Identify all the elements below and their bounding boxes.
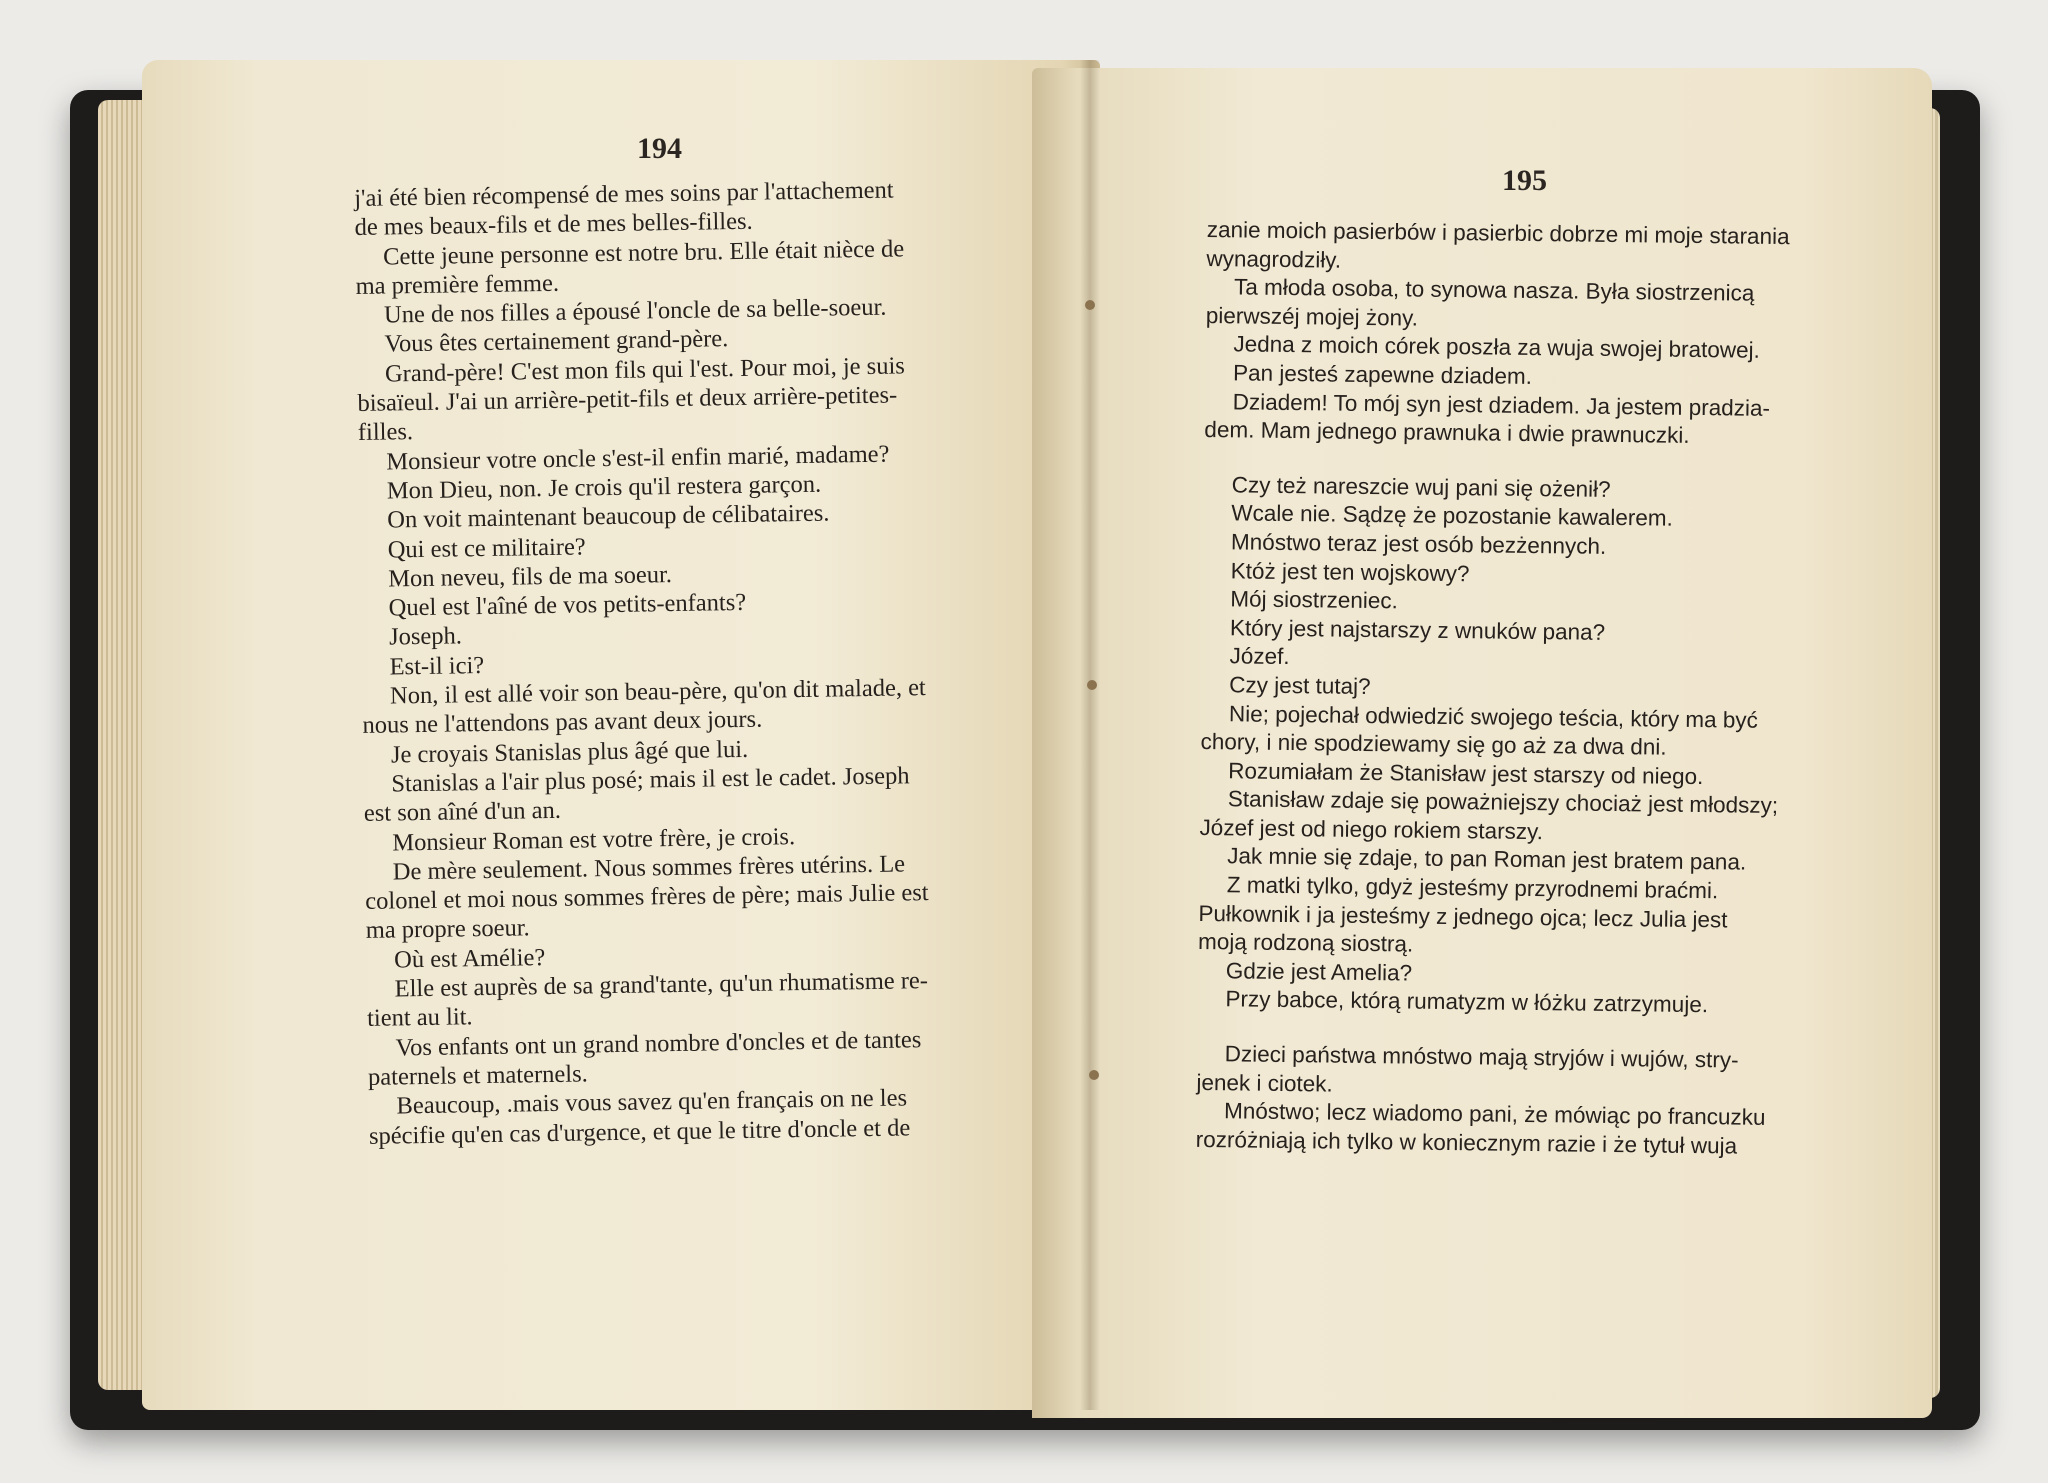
text-line: spécifie qu'en cas d'urgence, et que le titre d'oncle et de bbox=[368, 1113, 911, 1150]
text-line: est son aîné d'un an. bbox=[363, 797, 562, 828]
text-line: Jedna z moich córek poszła za wuja swojej bratowej. bbox=[1233, 331, 1761, 364]
text-line: dem. Mam jednego prawnuka i dwie prawnuczki. bbox=[1204, 417, 1690, 449]
text-line: Monsieur Roman est votre frère, je crois. bbox=[392, 822, 796, 857]
text-line: Est-il ici? bbox=[389, 651, 485, 681]
text-line: Vous êtes certainement grand-père. bbox=[384, 325, 729, 359]
text-line: jenek i ciotek. bbox=[1196, 1069, 1333, 1097]
text-line: Józef. bbox=[1229, 643, 1290, 670]
left-page-text bbox=[354, 173, 1069, 1151]
text-line: Gdzie jest Amelia? bbox=[1225, 958, 1413, 986]
text-line: Grand-père! C'est mon fils qui l'est. Pour moi, je suis bbox=[384, 352, 905, 388]
text-line: Wcale nie. Sądzę że pozostanie kawalerem. bbox=[1231, 500, 1673, 532]
text-line: chory, i nie spodziewamy się go aż za dwa dni. bbox=[1200, 729, 1667, 760]
text-line: Stanislas a l'air plus posé; mais il est le cadet. Joseph bbox=[391, 762, 910, 798]
text-line: Qui est ce militaire? bbox=[387, 532, 586, 564]
text-line: Dziadem! To mój syn jest dziadem. Ja jestem pradzia- bbox=[1232, 388, 1771, 421]
text-line: Który jest najstarszy z wnuków pana? bbox=[1229, 615, 1606, 645]
text-line: Vos enfants ont un grand nombre d'oncles et de tantes bbox=[395, 1025, 922, 1062]
right-page-text bbox=[1196, 216, 1867, 1162]
text-line: Stanisław zdaje się poważniejszy chociaż jest młodszy; bbox=[1227, 786, 1779, 819]
open-book bbox=[70, 60, 1980, 1430]
text-line: Non, il est allé voir son beau-père, qu'on dit malade, et bbox=[389, 674, 926, 710]
text-line: De mère seulement. Nous sommes frères utérins. Le bbox=[392, 850, 906, 886]
binding-stitch bbox=[1085, 300, 1095, 310]
text-line: Mnóstwo teraz jest osób bezżennych. bbox=[1230, 529, 1607, 559]
text-line: Jak mnie się zdaje, to pan Roman jest bratem pana. bbox=[1227, 843, 1747, 876]
text-line: Z matki tylko, gdyż jesteśmy przyrodnemi braćmi. bbox=[1226, 872, 1719, 904]
text-line: Mon Dieu, non. Je crois qu'il restera garçon. bbox=[386, 470, 822, 505]
text-line: Nie; pojechał odwiedzić swojego teścia, który ma być bbox=[1228, 700, 1759, 733]
text-line: bisaïeul. J'ai un arrière-petit-fils et deux arrière-petites- bbox=[357, 381, 898, 418]
left-page bbox=[142, 60, 1100, 1410]
page-number-left: 194 bbox=[637, 132, 682, 165]
text-line: Quel est l'aîné de vos petits-enfants? bbox=[388, 589, 747, 622]
text-line: Ta młoda osoba, to synowa nasza. Była siostrzenicą bbox=[1233, 274, 1755, 306]
text-line: On voit maintenant beaucoup de célibataires. bbox=[387, 499, 830, 534]
text-line: de mes beaux-fils et de mes belles-filles. bbox=[354, 208, 753, 242]
text-line: Pułkownik i ja jesteśmy z jednego ojca; lecz Julia jest bbox=[1198, 900, 1728, 933]
right-page bbox=[1032, 68, 1932, 1418]
text-line: ma propre soeur. bbox=[365, 914, 530, 945]
text-line: Czy jest tutaj? bbox=[1229, 672, 1371, 699]
text-line: Mnóstwo; lecz wiadomo pani, że mówiąc po francuzku bbox=[1223, 1098, 1766, 1131]
text-line: Dzieci państwa mnóstwo mają stryjów i wujów, stry- bbox=[1224, 1041, 1739, 1073]
text-line: Joseph. bbox=[388, 622, 463, 651]
text-line: Une de nos filles a épousé l'oncle de sa belle-soeur. bbox=[383, 293, 887, 329]
text-line: Où est Amélie? bbox=[393, 943, 546, 974]
text-line: filles. bbox=[357, 418, 414, 447]
text-line: Pan jesteś zapewne dziadem. bbox=[1232, 360, 1533, 389]
binding-stitch bbox=[1087, 680, 1097, 690]
text-line: Józef jest od niego rokiem starszy. bbox=[1199, 814, 1544, 845]
book-gutter bbox=[1080, 60, 1100, 1410]
text-line: j'ai été bien récompensé de mes soins par l'attachement bbox=[354, 176, 894, 212]
text-line: Je croyais Stanislas plus âgé que lui. bbox=[390, 735, 749, 769]
page-number-right: 195 bbox=[1502, 164, 1547, 197]
text-line: Któż jest ten wojskowy? bbox=[1230, 557, 1470, 586]
text-line: zanie moich pasierbów i pasierbic dobrze mi moje starania bbox=[1206, 216, 1790, 250]
text-line: Mój siostrzeniec. bbox=[1230, 586, 1399, 614]
text-line: Beaucoup, .mais vous savez qu'en français on ne les bbox=[396, 1084, 908, 1120]
text-line: Rozumiałam że Stanisław jest starszy od niego. bbox=[1228, 757, 1704, 789]
text-line: Przy babce, którą rumatyzm w łóżku zatrzymuje. bbox=[1225, 986, 1709, 1018]
text-line: colonel et moi nous sommes frères de père; mais Julie est bbox=[365, 879, 929, 916]
text-line: pierwszéj mojej żony. bbox=[1205, 302, 1419, 331]
text-line: paternels et maternels. bbox=[367, 1060, 588, 1091]
text-line: nous ne l'attendons pas avant deux jours. bbox=[362, 705, 763, 740]
text-line: Monsieur votre oncle s'est-il enfin marié, madame? bbox=[386, 440, 890, 476]
text-line: Czy też nareszcie wuj pani się ożenił? bbox=[1231, 472, 1611, 502]
text-line: rozróżniają ich tylko w koniecznym razie i że tytuł wuja bbox=[1195, 1126, 1738, 1159]
text-line: Elle est auprès de sa grand'tante, qu'un rhumatisme re- bbox=[394, 967, 929, 1003]
text-line: tient au lit. bbox=[366, 1003, 473, 1033]
text-line: wynagrodziły. bbox=[1206, 245, 1342, 273]
binding-stitch bbox=[1089, 1070, 1099, 1080]
text-line: ma première femme. bbox=[355, 269, 560, 300]
text-line: moją rodzoną siostrą. bbox=[1197, 929, 1414, 957]
text-line: Cette jeune personne est notre bru. Elle était nièce de bbox=[382, 234, 905, 271]
text-line: Mon neveu, fils de ma soeur. bbox=[387, 560, 673, 593]
